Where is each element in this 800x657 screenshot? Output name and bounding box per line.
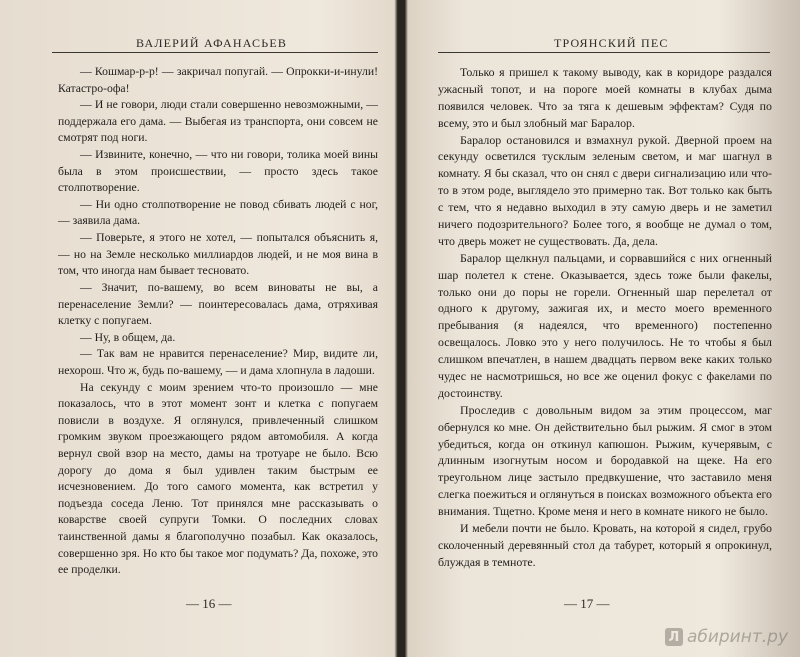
paragraph: Проследив с довольным видом за этим процессом, маг обернулся ко мне. Он действительно был рыжим. Я смог в этом убедиться, когда он откинул капюшон. Рыжим, кучерявым, с длинным изогнутым носом и бородавкой на щеке. На его треугольном лице застыло предвкушение, что заставило меня слегка поежиться и оглянуться в поисках возможного объекта его внимания. Тщетно. Кроме меня и него в комнате никого не было. [438,402,772,519]
paragraph: Баралор щелкнул пальцами, и сорвавшийся с них огненный шар полетел к стене. Оказывается, здесь тоже были факелы, только они до поры не горели. Огненный шар перелетал от одного к другому, зажигая их, и место моего временного пребывания (я надеялся, что временного) постепенно освещалось. Ловко это у него получилось. Не то чтобы я был слишком впечатлен, в нашем двадцать первом веке каких только чудес не насмотришься, но все же оценил фокус с факелами по достоинству. [438,250,772,400]
running-head-author: ВАЛЕРИЙ АФАНАСЬЕВ [136,36,288,50]
running-head-title: ТРОЯНСКИЙ ПЕС [554,36,669,50]
labirint-logo-icon: Л [665,628,683,646]
left-page-body [58,64,378,579]
page-number: — 16 — [186,596,232,611]
right-page-body [438,64,772,571]
paragraph: — Ну, в общем, да. [80,330,176,344]
header-rule [52,52,378,53]
paragraph: На секунду с моим зрением что-то произошло — мне показалось, что в этот момент зонт и клетка с попугаем повисли в воздухе. Я оглянулся, привлеченный слишком громким звуком проезжающего рядом автомобиля. А когда вернул свой взор на место, дамы на тротуаре не было. Всю дорогу до дома я был удивлен таким быстрым ее исчезновением. До того самого момента, как встретил у подъезда соседа Леню. Тот принялся мне рассказывать о коварстве своей супруги Томки. О последних словах таинственной дамы я благополучно позабыл. Как оказалось, совершенно зря. Но кто бы такое мог подумать? Да, похоже, это ее проделки. [58,380,378,577]
watermark-text: абиринт.ру [686,627,788,647]
header-rule [438,52,770,53]
paragraph: — Извините, конечно, — что ни говори, толика моей вины была в этом происшествии, — просто здесь такое столпотворение. [58,148,378,195]
paragraph: Только я пришел к такому выводу, как в коридоре раздался ужасный топот, и на пороге моей комнаты в клубах дыма появился человек. Что за тяга к дешевым эффектам? Судя по всему, это и был злобный маг Баралор. [438,65,772,130]
paragraph: — И не говори, люди стали совершенно невозможными, — поддержала его дама. — Выбегая из транспорта, они совсем не смотрят под ноги. [58,98,378,145]
paragraph: — Ни одно столпотворение не повод сбивать людей с ног, — заявила дама. [58,197,378,228]
paragraph: — Поверьте, я этого не хотел, — попытался объяснить я, — но на Земле несколько миллиардов людей, и не моя вина в том, что иногда нам бывает тесновато. [58,231,378,278]
page-number: — 17 — [564,596,610,611]
paragraph: — Значит, по-вашему, во всем виноваты не вы, а перенаселение Земли? — поинтересовалась дама, отряхивая клетку с попугаем. [58,280,378,328]
right-page [404,0,800,657]
left-page [0,0,396,657]
paragraph: — Кошмар-р-р! — закричал попугай. — Опрокки-и-инули! Катастро-офа! [58,65,378,95]
watermark [665,627,788,647]
paragraph: И мебели почти не было. Кровать, на которой я сидел, грубо сколоченный деревянный стол да табурет, который я опрокинул, блуждая в темноте. [438,521,772,569]
paragraph: Баралор остановился и взмахнул рукой. Дверной проем на секунду осветился тусклым зеленым светом, и маг шагнул в комнату. Я бы сказал, что он снял с двери сигнализацию или что-то в этом роде, выглядело это примерно так. Вот только как быть с тем, что я недавно выходил в эту самую дверь и не заметил ничего подозрительного? Более того, я вообще не думал о том, что дверь может не существовать. Да, дела. [438,132,772,248]
paragraph: — Так вам не нравится перенаселение? Мир, видите ли, нехорош. Что ж, будь по-вашему, — и дама хлопнула в ладоши. [58,347,378,377]
